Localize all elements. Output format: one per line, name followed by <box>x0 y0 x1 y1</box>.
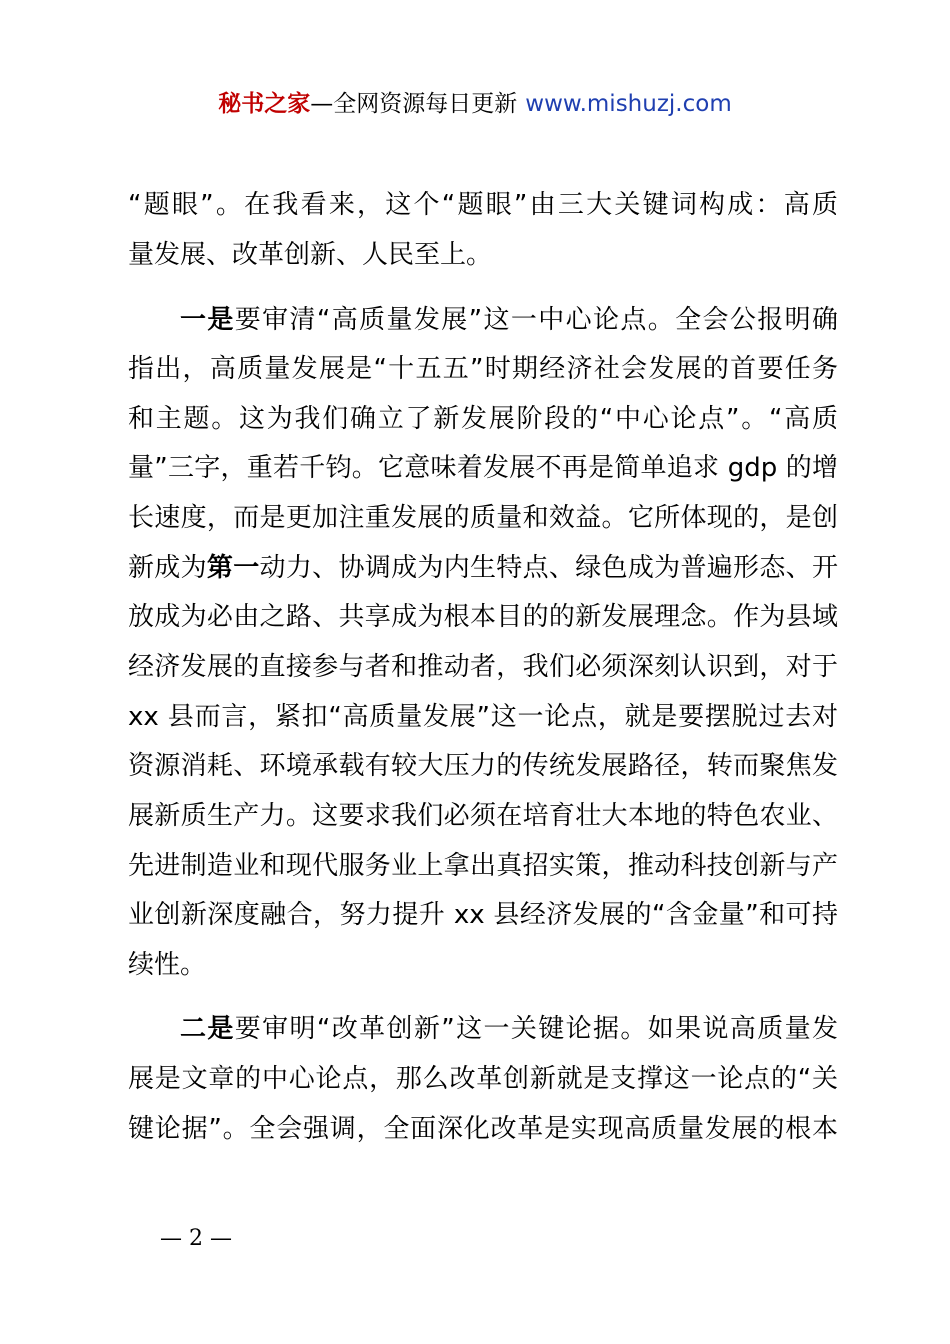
text-line: 量”三字，重若千钧。它意味着发展不再是简单追求 gdp 的增 <box>128 453 838 483</box>
text-line: 展是文章的中心论点，那么改革创新就是支撑这一论点的“关 <box>128 1064 838 1094</box>
paragraph-2-line-1: 二是要审明“改革创新”这一关键论据。如果说高质量发 <box>180 1014 838 1044</box>
header-tagline: —全网资源每日更新 <box>310 91 518 117</box>
site-url-link[interactable]: www.mishuzj.com <box>525 91 732 117</box>
paragraph-1-line-1: 一是要审清“高质量发展”这一中心论点。全会公报明确 <box>180 305 838 335</box>
brand-name: 秘书之家 <box>218 91 311 117</box>
text-line: 指出，高质量发展是“十五五”时期经济社会发展的首要任务 <box>128 354 838 384</box>
text-line: “题眼”。在我看来，这个“题眼”由三大关键词构成：高质 <box>128 190 838 220</box>
text-line-emphasis: 新成为第一动力、协调成为内生特点、绿色成为普遍形态、开 <box>128 553 838 583</box>
paragraph-1-lead: 一是 <box>180 305 235 335</box>
text-line: 展新质生产力。这要求我们必须在培育壮大本地的特色农业、 <box>128 801 838 831</box>
text-line: 量发展、改革创新、人民至上。 <box>128 240 493 270</box>
text-line: 键论据”。全会强调，全面深化改革是实现高质量发展的根本 <box>128 1114 838 1144</box>
page-number: — 2 — <box>160 1226 232 1251</box>
text-line: 经济发展的直接参与者和推动者，我们必须深刻认识到，对于 <box>128 652 838 682</box>
emphasis-first: 第一 <box>206 553 260 583</box>
text-line: xx 县而言，紧扣“高质量发展”这一论点，就是要摆脱过去对 <box>128 702 838 732</box>
text-line: 放成为必由之路、共享成为根本目的的新发展理念。作为县域 <box>128 602 838 632</box>
text-line: 先进制造业和现代服务业上拿出真招实策，推动科技创新与产 <box>128 851 838 881</box>
text-line: 业创新深度融合，努力提升 xx 县经济发展的“含金量”和可持 <box>128 900 838 930</box>
text-line: 长速度，而是更加注重发展的质量和效益。它所体现的，是创 <box>128 503 838 533</box>
text-line: 资源消耗、环境承载有较大压力的传统发展路径，转而聚焦发 <box>128 751 838 781</box>
paragraph-2-lead: 二是 <box>180 1014 235 1044</box>
text-line: 续性。 <box>128 950 207 980</box>
site-header <box>0 88 950 120</box>
text-line: 和主题。这为我们确立了新发展阶段的“中心论点”。“高质 <box>128 404 838 434</box>
